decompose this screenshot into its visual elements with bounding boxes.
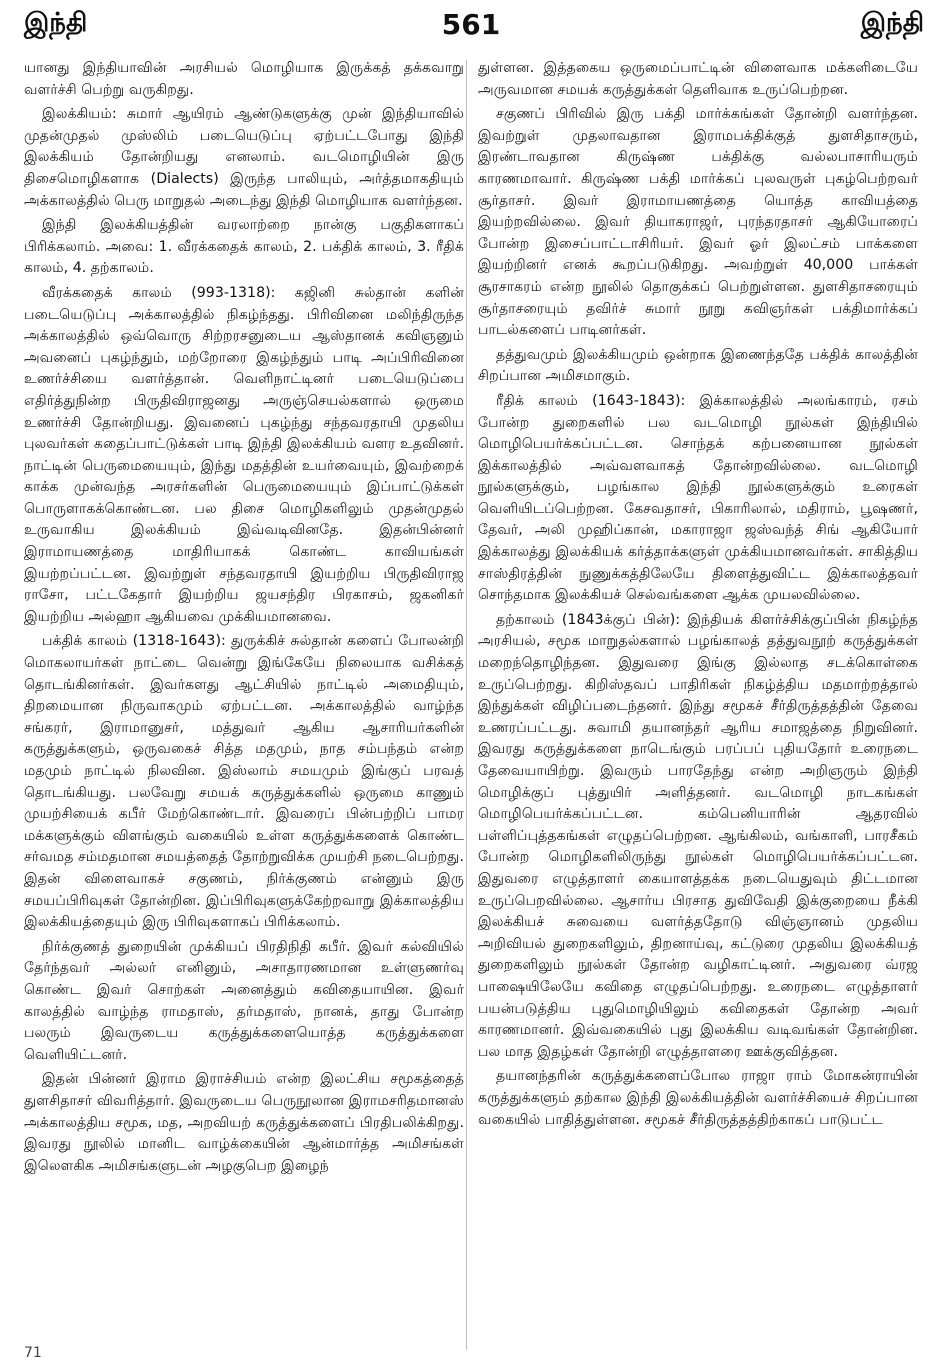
paragraph: இலக்கியம்: சுமார் ஆயிரம் ஆண்டுகளுக்கு முன் இந்தியாவில் முதன்முதல் முஸ்லிம் படையெடுப்பு ஏற்பட்டபோது இந்தி இலக்கியம் தோன்றியது எனலாம். வடமொழியின் இரு திசைமொழிகளாக (Dialects) இருந்த பாலியும், அர்த்தமாகதியும் அக்காலத்தில் பெரு மாறுதல் அடைந்து இந்தி மொழியாக வளர்ந்தன. xyxy=(24,106,464,209)
volume-mark: 71 xyxy=(24,1345,42,1361)
running-head-left: இந்தி xyxy=(24,8,88,38)
column-divider xyxy=(466,60,467,1350)
paragraph: ரீதிக் காலம் (1643-1843): இக்காலத்தில் அலங்காரம், ரசம் போன்ற துறைகளில் பல வடமொழி நூல்கள் இந்தியில் மொழிபெயர்க்கப்பட்டன. சொந்தக் கற்பனையான நூல்கள் இக்காலத்தில் அவ்வளவாகத் தோன்றவில்லை. வடமொழி நூல்களுக்கும், பழங்கால இந்தி நூல்களுக்கும் உரைகள் வெளியிடப்பெற்றன. கேசவதாசர், பிகாரிலால், மதிராம், பூஷணர், தேவர், அலி முஹிப்கான், மகாராஜா ஜஸ்வந்த் சிங் ஆகியோர் இக்காலத்து இலக்கியக் கர்த்தாக்களுள் முக்கியமானவர்கள். சாகித்திய சாஸ்திரத்தின் நுணுக்கத்திலேயே திளைத்துவிட்ட இக்காலத்தவர் சொந்தமாக இலக்கியச் செல்வங்களை ஆக்க முயலவில்லை. xyxy=(478,392,918,604)
page-header xyxy=(0,0,942,50)
paragraph: துள்ளன. இத்தகைய ஒருமைப்பாட்டின் விளைவாக மக்களிடையே அருவமான சமயக் கருத்துக்கள் தெளிவாக உருப்பெற்றன. xyxy=(478,60,918,98)
paragraph: சகுணப் பிரிவில் இரு பக்தி மார்க்கங்கள் தோன்றி வளர்ந்தன. இவற்றுள் முதலாவதான இராமபக்திக்குத் துளசிதாசரும், இரண்டாவதான கிருஷ்ண பக்திக்கு வல்லபாசாரியரும் காரணமாவார். கிருஷ்ண பக்தி மார்க்கப் புலவருள் புகழ்பெற்றவர் சூர்தாசர். இவர் இராமாயணத்தை யொத்த காவியத்தை இயற்றவில்லை. இவர் தியாகராஜர், புரந்தரதாசர் ஆகியோரைப் போன்ற இசைப்பாட்டாசிரியர். இவர் ஓர் இலட்சம் பாக்களை இயற்றினர் எனக் கூறப்படுகிறது. அவற்றுள் 40,000 பாக்கள் சூரசாகரம் என்ற நூலில் தொகுக்கப் பெற்றுள்ளன. துளசிதாசரையும் சூர்தாசரையும் தவிர்ச் சுமார் நூறு கவிஞர்கள் பக்திமார்க்கப் பாடல்களைப் பாடினர்கள். xyxy=(478,106,918,339)
paragraph: யானது இந்தியாவின் அரசியல் மொழியாக இருக்கத் தக்கவாறு வளர்ச்சி பெற்று வருகிறது. xyxy=(24,60,464,98)
left-column xyxy=(24,58,464,1348)
paragraph: நிர்க்குணத் துறையின் முக்கியப் பிரதிநிதி கபீர். இவர் கல்வியில் தேர்ந்தவர் அல்லர் எனினும், அசாதாரணமான உள்ளுணர்வு கொண்ட இவர் சொற்கள் அனைத்தும் கவிதையாயின. இவர் காலத்தில் வாழ்ந்த ராமதாஸ், தர்மதாஸ், நானக், தாது போன்ற பலரும் இவருடைய கருத்துக்களையொத்த கருத்துக்களை வெளியிட்டனர். xyxy=(24,938,464,1063)
running-head-right: இந்தி xyxy=(860,8,924,38)
right-column xyxy=(478,58,918,1348)
paragraph: இதன் பின்னர் இராம இராச்சியம் என்ற இலட்சிய சமூகத்தைத் துளசிதாசர் விவரித்தார். இவருடைய பெருநூலான இராமசரிதமானஸ் அக்காலத்திய சமூக, மத, அறவியற் கருத்துக்களைப் பிரதிபலிக்கிறது. இவரது நூலில் மானிட வாழ்க்கையின் ஆன்மார்த்த அமிசங்கள் இலௌகிக அமிசங்களுடன் அழகுபெற இழைந் xyxy=(24,1071,464,1174)
paragraph: தயானந்தரின் கருத்துக்களைப்போல ராஜா ராம் மோகன்ராயின் கருத்துக்களும் தற்கால இந்தி இலக்கியத்தின் வளர்ச்சியைச் சிறப்பான வகையில் பாதித்துள்ளன. சமூகச் சீர்திருத்தத்திற்காகப் பாடுபட்ட xyxy=(478,1068,918,1128)
paragraph: தத்துவமும் இலக்கியமும் ஒன்றாக இணைந்ததே பக்திக் காலத்தின் சிறப்பான அமிசமாகும். xyxy=(478,346,918,385)
paragraph: தற்காலம் (1843க்குப் பின்): இந்தியக் கிளர்ச்சிக்குப்பின் நிகழ்ந்த அரசியல், சமூக மாறுதல்களால் பழங்காலத் தத்துவநூற் கருத்துக்கள் மறைந்தொழிந்தன. இதுவரை இங்கு இல்லாத சடக்கொள்கை உருப்பெற்றது. கிறிஸ்தவப் பாதிரிகள் நிகழ்த்திய மதமாற்றத்தால் இந்துக்கள் விழிப்படைந்தனர். இந்து சமூகச் சீர்திருத்தத்தின் தேவை உணரப்பட்டது. சுவாமி தயானந்தர் ஆரிய சமாஜத்தை நிறுவினர். இவரது கருத்துக்களை நாடெங்கும் பரப்பப் புதியதோர் உரைநடை தேவையாயிற்று. இவரும் பாரதேந்து என்ற அறிஞரும் இந்தி மொழிக்குப் புத்துயிர் அளித்தனர். வடமொழி நாடகங்கள் மொழிபெயர்க்கப்பட்டன. கம்பெனியாரின் ஆதரவில் பள்ளிப்புத்தகங்கள் எழுதப்பெற்றன. ஆங்கிலம், வங்காளி, பாரசீகம் போன்ற மொழிகளிலிருந்து நூல்கள் மொழிபெயர்க்கப்பட்டன. இதுவரை எழுத்தாளர் கையாளத்தக்க நடையெதுவும் திட்டமான உருப்பெறவில்லை. ஆசார்ய பிரசாத துவிவேதி இக்குறையை நீக்கி இலக்கியச் சுவையை வளர்த்ததோடு விஞ்ஞானம் முதலிய அறிவியல் துறைகளிலும், திறனாய்வு, கட்டுரை முதலிய இலக்கியத் துறைகளிலும் நூல்கள் தோன்ற வழிகாட்டினர். அதுவரை வ்ரஜ பாஷையிலேயே கவிதை எழுதப்பெற்றது. உரைநடை எழுத்தாளர் பயன்படுத்திய புதுமொழியிலும் கவிதைகள் தோன்ற அவர் காரணமானர். இவ்வகையில் புது இலக்கிய வடிவங்கள் தோன்றின. பல மாத இதழ்கள் தோன்றி எழுத்தாளரை ஊக்குவித்தன. xyxy=(478,611,918,1060)
paragraph: இந்தி இலக்கியத்தின் வரலாற்றை நான்கு பகுதிகளாகப் பிரிக்கலாம். அவை: 1. வீரக்கதைக் காலம், 2. பக்திக் காலம், 3. ரீதிக் காலம், 4. தற்காலம். xyxy=(24,217,464,277)
paragraph: பக்திக் காலம் (1318-1643): துருக்கிச் சுல்தான் களைப் போலன்றி மொகலாயர்கள் நாட்டை வென்று இங்கேயே நிலையாக வசிக்கத் தொடங்கினர்கள். இவர்களது ஆட்சியில் நாட்டில் அமைதியும், திறமையான நிருவாகமும் ஏற்பட்டன. அக்காலத்தில் வாழ்ந்த சங்கரர், இராமானுசர், மத்துவர் ஆகிய ஆசாரியர்களின் கருத்துக்களும், ஒருவகைச் சித்த மதமும், நாத சம்பந்தம் என்ற மதமும் நாட்டில் நிலவின. இஸ்லாம் சமயமும் இங்குப் பரவத் தொடங்கியது. பலவேறு சமயக் கருத்துக்களில் ஒருமை காணும் முயற்சியைக் கபீர் மேற்கொண்டார். இவரைப் பின்பற்றிப் பாமர மக்களுக்கும் விளங்கும் வகையில் உள்ள கருத்துக்களைக் கொண்ட சர்வமத சம்மதமான சமயத்தைத் தோற்றுவிக்க முயற்சி நடைபெற்றது. இதன் விளைவாகச் சகுணம், நிர்க்குணம் என்னும் இரு சமயப்பிரிவுகள் தோன்றின. இப்பிரிவுகளுக்கேற்றவாறு இக்காலத்திய இலக்கியத்தையும் இரு பிரிவுகளாகப் பிரிக்கலாம். xyxy=(24,633,464,931)
paragraph: வீரக்கதைக் காலம் (993-1318): கஜினி சுல்தான் களின் படையெடுப்பு அக்காலத்தில் நிகழ்ந்தது. பிரிவினை மலிந்திருந்த அக்காலத்தில் ஒவ்வொரு சிற்றரசனுடைய ஆஸ்தானக் கவிஞனும் அவனைப் புகழ்ந்தும், மற்றோரை இகழ்ந்தும் பாடி அப்பிரிவினை உணர்ச்சியை வளர்த்தான். வெளிநாட்டினர் படையெடுப்பை எதிர்த்துநின்ற பிருதிவிராஜனது அருஞ்செயல்களால் ஒருமை உணர்ச்சி தோன்றியது. இவனைப் புகழ்ந்து சந்தவரதாயி முதலிய புலவர்கள் கதைப்பாட்டுக்கள் பாடி இந்தி இலக்கியம் வளர உதவினர். நாட்டின் பெருமையையும், இந்து மதத்தின் உயர்வையும், இவற்றைக் காக்க முன்வந்த அரசர்களின் பெருமையையும் இப்பாட்டுக்கள் பொருளாகக்கொண்டன. பல திசை மொழிகளிலும் முதன்முதல் உருவாகிய இலக்கியம் இவ்வடிவினதே. இதன்பின்னர் இராமாயணத்தை மாதிரியாகக் கொண்ட காவியங்கள் இயற்றப்பட்டன. இவற்றுள் சந்தவரதாயி இயற்றிய பிருதிவிராஜ ராசோ, பட்டகேதார் இயற்றிய ஜயசந்திர பிரகாசம், ஜகனிகர் இயற்றிய அல்ஹா ஆகியவை முக்கியமானவை. xyxy=(24,284,464,625)
page-number: 561 xyxy=(441,8,501,41)
